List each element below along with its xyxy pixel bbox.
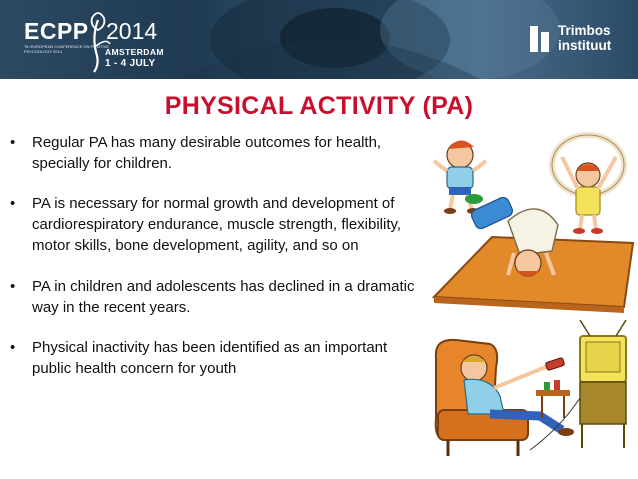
bullet-item	[10, 276, 420, 318]
bullet-text: Regular PA has many desirable outcomes for health, specially for children.	[32, 134, 382, 172]
children-exercising-illustration	[428, 125, 638, 315]
header-banner	[0, 0, 638, 79]
ecpp-logo-dates: 1 - 4 JULY	[105, 58, 156, 69]
ecpp-logo-year: 2014	[106, 18, 158, 44]
bullet-item	[10, 337, 420, 379]
bullet-marker: •	[10, 134, 16, 151]
trimbos-logo	[528, 22, 636, 58]
ecpp-logo-name: ECPP	[24, 18, 89, 44]
ecpp-logo-subtitle: 7th EUROPEAN CONFERENCE ON POSITIVE PSYCHOLOGY 2014	[24, 44, 109, 54]
bullet-text: Physical inactivity has been identified as an important public health concern for youth	[32, 339, 388, 377]
bullet-marker: •	[10, 195, 16, 212]
bullet-marker: •	[10, 278, 16, 295]
trimbos-logo-line2: instituut	[558, 38, 612, 53]
bullet-marker: •	[10, 339, 16, 356]
bullet-text: PA is necessary for normal growth and development of cardiorespiratory endurance, muscle strength, flexibility, motor skills, bone development, agility, and so on	[32, 195, 402, 254]
bullet-list	[10, 132, 420, 379]
bullet-item	[10, 193, 420, 256]
trimbos-logo-line1: Trimbos	[558, 23, 611, 38]
child-watching-tv-illustration	[430, 318, 630, 463]
bullet-text: PA in children and adolescents has declined in a dramatic way in the recent years.	[32, 278, 415, 316]
ecpp-logo-city: AMSTERDAM	[105, 47, 164, 57]
trimbos-mark-icon	[528, 24, 552, 54]
slide-title: PHYSICAL ACTIVITY (PA)	[164, 92, 474, 120]
bullet-item	[10, 132, 420, 174]
